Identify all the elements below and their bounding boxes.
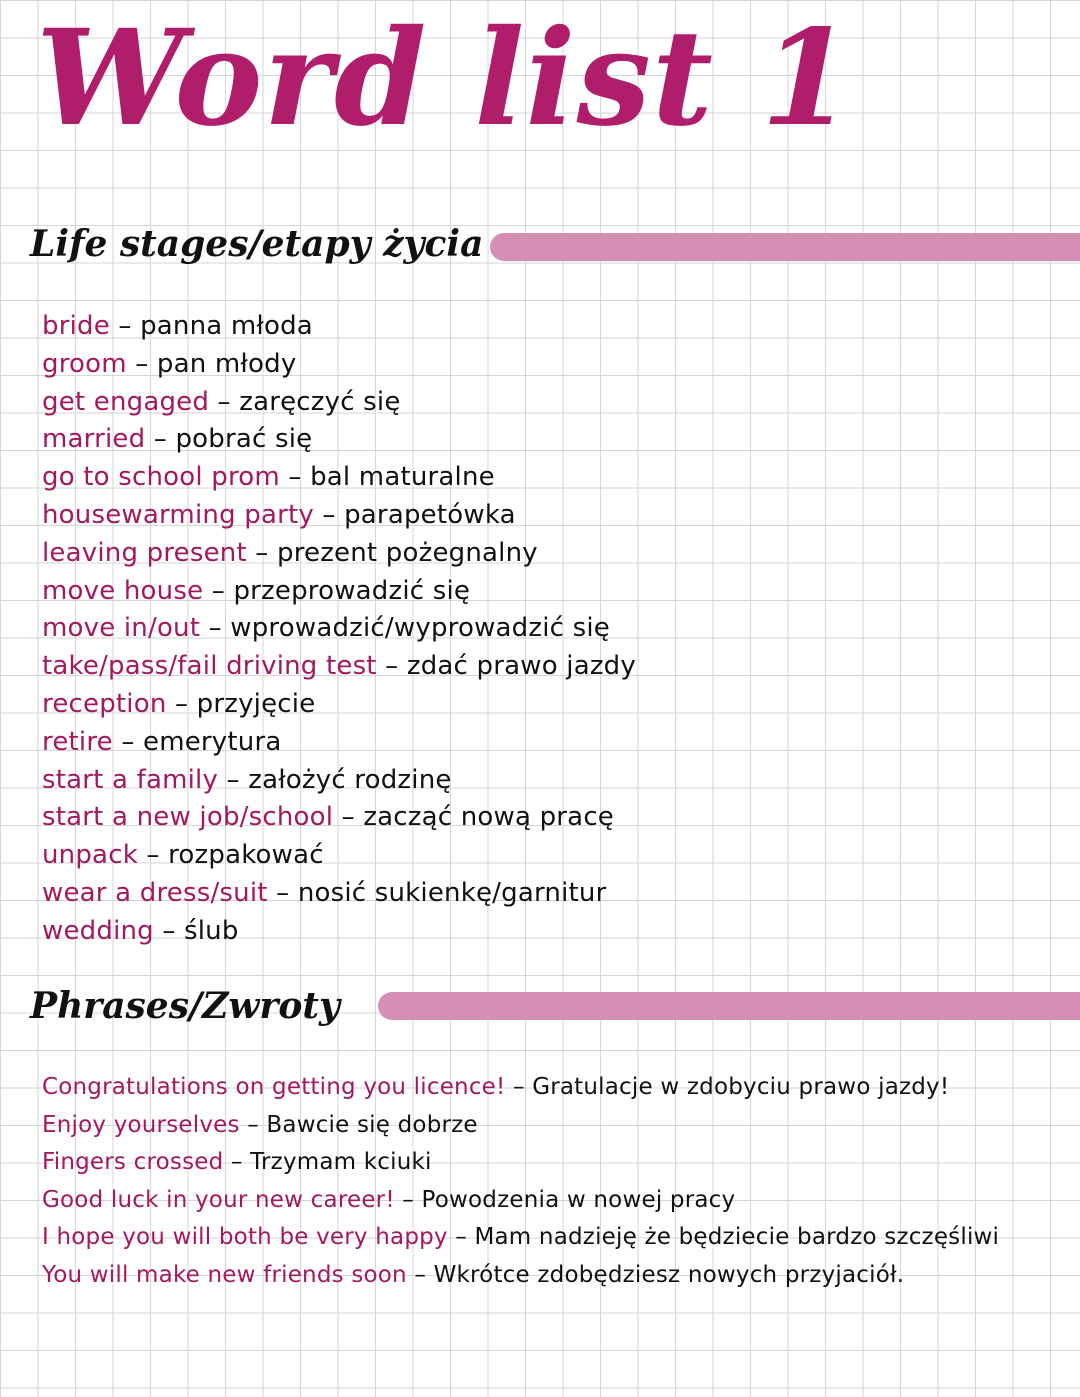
list-item [42, 459, 636, 497]
list-item [42, 686, 636, 724]
separator-dash: – [406, 1261, 434, 1288]
list-item [42, 799, 636, 837]
page-title: Word list 1 [36, 1, 854, 156]
list-item [42, 1257, 999, 1295]
separator-dash: – [376, 651, 407, 682]
term-english: reception [42, 688, 167, 719]
term-english: Good luck in your new career! [42, 1186, 395, 1213]
term-translation: bal maturalne [310, 462, 495, 493]
separator-dash: – [279, 462, 311, 493]
separator-dash: – [313, 499, 345, 530]
term-english: married [42, 424, 146, 455]
separator-dash: – [267, 877, 298, 908]
term-translation: zaręczyć się [239, 386, 401, 417]
term-translation: nosić sukienkę/garnitur [297, 877, 607, 908]
list-item [42, 875, 636, 913]
term-english: move in/out [42, 613, 201, 644]
term-english: groom [42, 348, 127, 379]
separator-dash: – [246, 537, 277, 568]
separator-dash: – [112, 726, 143, 757]
term-english: I hope you will both be very happy [42, 1224, 448, 1250]
list-item [42, 1219, 999, 1257]
list-item [42, 308, 636, 346]
term-translation: Trzymam kciuki [250, 1149, 432, 1175]
list-item [42, 648, 636, 686]
term-english: start a new job/school [42, 802, 334, 833]
phrases-list [42, 1069, 999, 1294]
section-title: Life stages/etapy życia [30, 223, 484, 265]
separator-dash: – [394, 1186, 422, 1213]
term-english: You will make new friends soon [42, 1261, 407, 1288]
term-translation: Wkrótce zdobędziesz nowych przyjaciół. [433, 1261, 905, 1288]
term-translation: Mam nadzieję że będziecie bardzo szczęśliwi [474, 1224, 1000, 1250]
term-english: get engaged [42, 386, 210, 417]
term-english: wedding [42, 915, 154, 946]
list-item [42, 1144, 999, 1182]
term-english: go to school prom [42, 462, 280, 493]
section-highlight-bar [490, 233, 1080, 261]
term-english: take/pass/fail driving test [42, 651, 377, 682]
list-item [42, 913, 636, 951]
separator-dash: – [145, 424, 176, 455]
separator-dash: – [223, 1149, 251, 1175]
separator-dash: – [126, 348, 157, 379]
term-translation: Powodzenia w nowej pracy [421, 1186, 736, 1213]
term-translation: pan młody [156, 348, 297, 379]
term-english: housewarming party [42, 499, 314, 530]
list-item [42, 1107, 999, 1145]
list-item [42, 384, 636, 422]
vocabulary-list [42, 308, 636, 951]
separator-dash: – [153, 915, 185, 946]
section-header-phrases [30, 980, 340, 1032]
term-english: unpack [42, 840, 138, 871]
list-item [42, 724, 636, 762]
term-english: Fingers crossed [42, 1149, 224, 1175]
list-item [42, 762, 636, 800]
list-item [42, 346, 636, 384]
term-english: retire [42, 726, 113, 757]
term-translation: Gratulacje w zdobyciu prawo jazdy! [532, 1074, 950, 1100]
term-translation: Bawcie się dobrze [266, 1111, 478, 1138]
list-item [42, 573, 636, 611]
term-english: start a family [42, 764, 219, 795]
list-item [42, 1069, 999, 1107]
list-item [42, 1182, 999, 1220]
separator-dash: – [218, 764, 249, 795]
section-highlight-bar [378, 992, 1080, 1020]
list-item [42, 497, 636, 535]
term-translation: wprowadzić/wyprowadzić się [230, 613, 610, 644]
separator-dash: – [109, 311, 141, 341]
term-translation: przeprowadzić się [233, 575, 471, 606]
separator-dash: – [239, 1111, 267, 1138]
term-translation: prezent pożegnalny [276, 537, 538, 568]
term-translation: ślub [184, 915, 239, 946]
list-item [42, 837, 636, 875]
term-translation: rozpakować [168, 840, 324, 871]
list-item [42, 610, 636, 648]
separator-dash: – [333, 802, 364, 833]
term-translation: pobrać się [175, 424, 313, 455]
term-english: Enjoy yourselves [42, 1111, 240, 1138]
term-translation: panna młoda [140, 311, 313, 341]
term-english: Congratulations on getting you licence! [42, 1074, 506, 1100]
separator-dash: – [200, 613, 231, 644]
separator-dash: – [209, 386, 240, 417]
list-item [42, 421, 636, 459]
list-item [42, 535, 636, 573]
term-translation: parapetówka [344, 499, 516, 530]
separator-dash: – [505, 1074, 533, 1100]
term-translation: zdać prawo jazdy [406, 651, 636, 682]
term-translation: przyjęcie [196, 688, 316, 719]
term-english: wear a dress/suit [42, 877, 268, 908]
separator-dash: – [166, 688, 197, 719]
term-translation: emerytura [143, 726, 282, 757]
term-english: leaving present [42, 537, 247, 568]
section-title: Phrases/Zwroty [30, 985, 340, 1027]
term-translation: założyć rodzinę [248, 764, 452, 795]
term-translation: zacząć nową pracę [363, 802, 615, 833]
term-english: move house [42, 575, 204, 606]
separator-dash: – [137, 840, 169, 871]
separator-dash: – [447, 1224, 475, 1250]
term-english: bride [42, 311, 110, 341]
section-header-life-stages [30, 218, 483, 270]
separator-dash: – [203, 575, 234, 606]
